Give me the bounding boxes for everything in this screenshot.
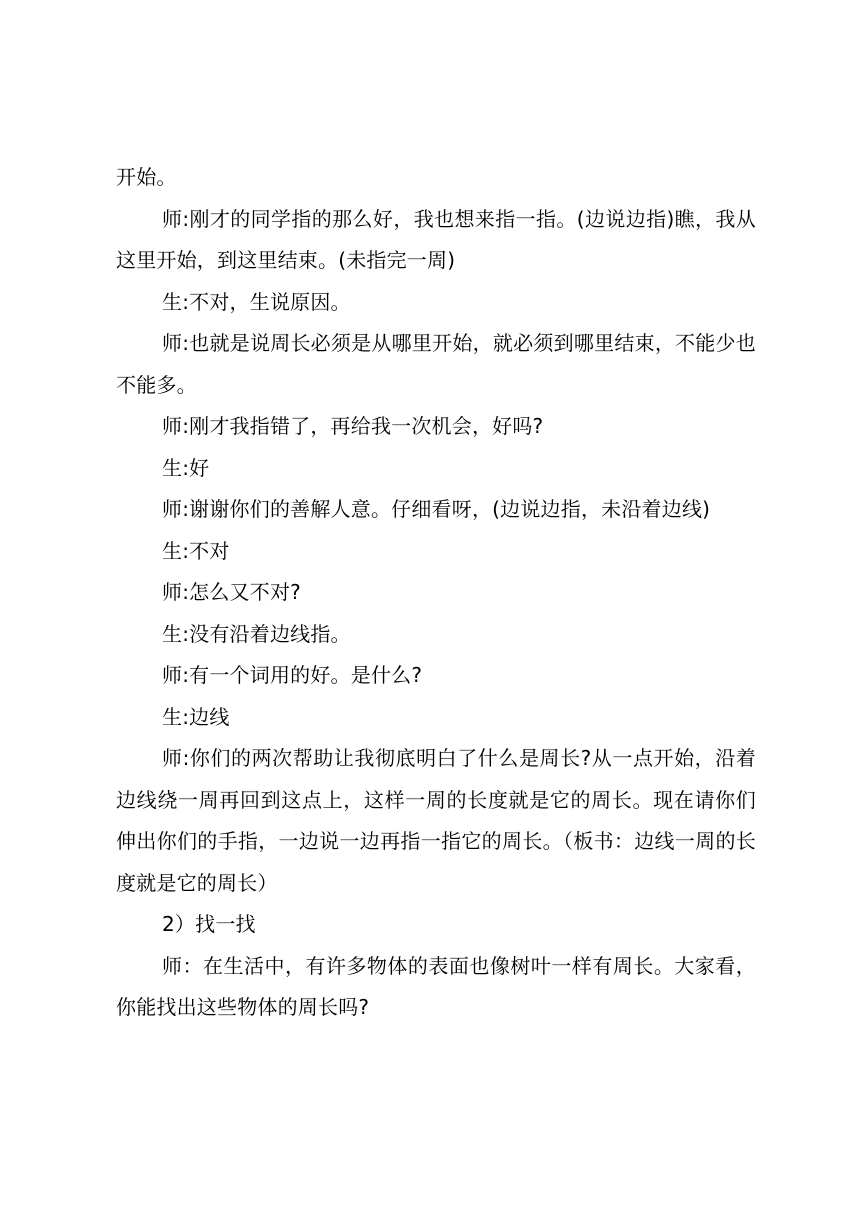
paragraph: 生:好 (162, 455, 210, 480)
section-heading: 2）找一找 (162, 912, 256, 936)
paragraph: 师:刚才的同学指的那么好，我也想来指一指。(边说边指)瞧，我从这里开始，到这里结束。(未指完一周) (116, 206, 756, 272)
paragraph: 师:怎么又不对? (162, 580, 301, 604)
document-body (116, 157, 756, 1029)
paragraph: 师:谢谢你们的善解人意。仔细看呀，(边说边指，未沿着边线) (162, 497, 711, 521)
paragraph: 生:没有沿着边线指。 (162, 621, 351, 646)
paragraph: 师:有一个词用的好。是什么? (162, 663, 423, 687)
paragraph: 师:也就是说周长必须是从哪里开始，就必须到哪里结束，不能少也不能多。 (116, 331, 756, 397)
paragraph: 师：在生活中，有许多物体的表面也像树叶一样有周长。大家看，你能找出这些物体的周长吗? (116, 953, 756, 1019)
paragraph: 生:边线 (162, 704, 230, 729)
paragraph: 生:不对 (162, 538, 230, 563)
paragraph: 生:不对，生说原因。 (162, 289, 351, 314)
paragraph: 开始。 (116, 165, 177, 189)
paragraph: 师:刚才我指错了，再给我一次机会，好吗? (162, 414, 544, 438)
paragraph: 师:你们的两次帮助让我彻底明白了什么是周长?从一点开始，沿着边线绕一周再回到这点上，这样一周的长度就是它的周长。现在请你们伸出你们的手指，一边说一边再指一指它的周长。（板书：边线一周的长度就是它的周长） (116, 746, 756, 895)
